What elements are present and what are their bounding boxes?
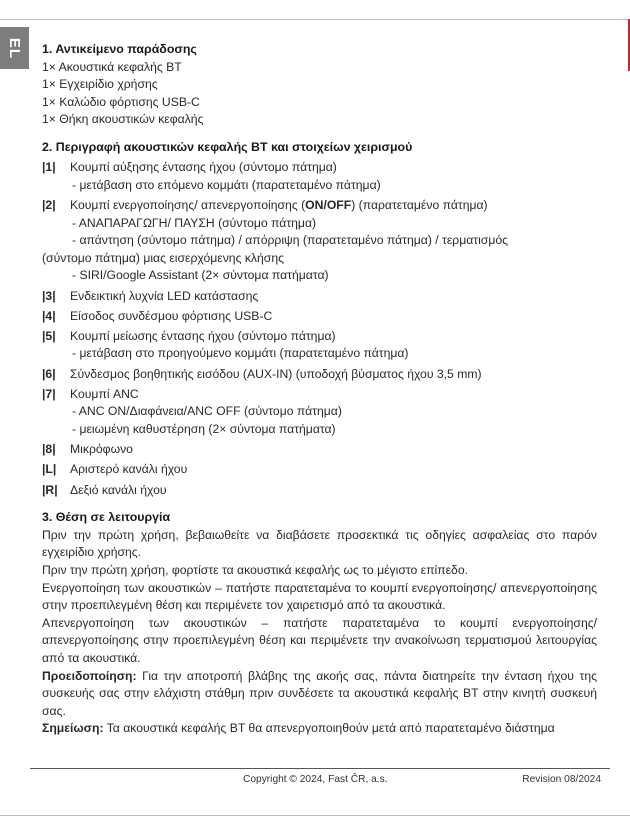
part-description: Μικρόφωνο [70,442,133,457]
part-description: Κουμπί μείωσης έντασης ήχου (σύντομο πάτημα) [70,328,336,343]
part-item-4 [42,308,597,326]
part-number: |L| [42,462,57,477]
part-number: |7| [42,386,56,401]
language-tab [0,27,29,69]
part-subitem: - μειωμένη καθυστέρηση (2× σύντομα πατήματα) [72,422,336,437]
document-body [42,41,597,738]
part-description: Αριστερό κανάλι ήχου [70,462,188,477]
note-text: Τα ακουστικά κεφαλής BT θα απενεργοποιηθούν μετά από παρατεταμένο διάστημα [103,721,555,736]
section-3-title: 3. Θέση σε λειτουργία [42,510,171,525]
page-bottom-rule [0,815,630,816]
part-number: |6| [42,366,56,381]
top-rule [0,19,630,20]
on-off-label: ON/OFF [305,197,352,212]
revision-text: Revision 08/2024 [522,774,601,785]
part-subitem: - ANC ON/Διαφάνεια/ANC OFF (σύντομο πάτημα) [72,404,342,419]
section-1-title: 1. Αντικείμενο παράδοσης [42,42,197,56]
part-number: |R| [42,482,58,497]
footer-rule [30,768,610,769]
part-number: |3| [42,288,56,303]
part-subitem: - απάντηση (σύντομο πάτημα) / απόρριψη (παρατεταμένο πάτημα) / τερματισμός [72,233,508,248]
warning-paragraph [42,668,597,721]
copyright-text: Copyright © 2024, Fast ČR, a.s. [243,774,388,785]
part-subitem: - SIRI/Google Assistant (2× σύντομα πατήματα) [72,268,329,283]
part-subitem-continuation: (σύντομο πάτημα) μιας εισερχόμενης κλήσης [42,250,284,265]
paragraph: Ενεργοποίηση των ακουστικών – πατήστε παρατεταμένα το κουμπί ενεργοποίησης/ απενεργοποίησης στην προεπιλεγμένη θέση και περιμένετε τον χαιρετισμό από τα ακουστικά. [42,580,597,613]
part-description: Σύνδεσμος βοηθητικής εισόδου (AUX-IN) (υποδοχή βύσματος ήχου 3,5 mm) [70,366,482,381]
part-subitem: - ΑΝΑΠΑΡΑΓΩΓΗ/ ΠΑΥΣΗ (σύντομο πάτημα) [72,215,317,230]
language-code: EL [5,37,23,59]
part-number: |1| [42,160,56,175]
part-subitem: - μετάβαση στο προηγούμενο κομμάτι (παρατεταμένο πάτημα) [72,346,409,361]
list-item: 1× Ακουστικά κεφαλής BT [42,59,182,74]
part-item-7 [42,386,597,404]
part-number: |8| [42,442,56,457]
list-item: 1× Θήκη ακουστικών κεφαλής [42,112,204,127]
part-item-r [42,482,597,500]
warning-label: Προειδοποίηση: [42,668,137,683]
warning-text: Για την αποτροπή βλάβης της ακοής σας, πάντα διατηρείτε την ένταση ήχου της συσκευής σας στην ελάχιστη στάθμη πριν συνδέσετε τα ακουστικά κεφαλής BT στην κινητή συσκευή σας. [42,668,597,718]
part-number: |2| [42,197,56,212]
part-item-1 [42,159,597,177]
note-label: Σημείωση: [42,721,104,736]
part-item-6 [42,366,597,384]
part-description: Δεξιό κανάλι ήχου [70,482,167,497]
list-item: 1× Εγχειρίδιο χρήσης [42,77,158,92]
paragraph: Απενεργοποίηση των ακουστικών – πατήστε παρατεταμένα το κουμπί ενεργοποίησης/ απενεργοποίησης στην προεπιλεγμένη θέση και περιμένετε την ανακοίνωση τερματισμού λειτουργίας από τα ακουστικά. [42,615,597,665]
part-description: Κουμπί ANC [70,386,139,401]
part-item-l [42,461,597,479]
part-description: Ενδεικτική λυχνία LED κατάστασης [70,288,259,303]
part-item-3 [42,288,597,306]
part-number: |5| [42,328,56,343]
part-item-5 [42,328,597,346]
paragraph: Πριν την πρώτη χρήση, φορτίστε τα ακουστικά κεφαλής ως το μέγιστο επίπεδο. [42,562,468,577]
part-description: Είσοδος συνδέσμου φόρτισης USB-C [70,308,273,323]
note-paragraph [42,720,597,738]
part-number: |4| [42,308,56,323]
part-item-2 [42,197,597,215]
paragraph: Πριν την πρώτη χρήση, βεβαιωθείτε να διαβάσετε προσεκτικά τις οδηγίες ασφαλείας στο παρόν εγχειρίδιο χρήσης. [42,527,597,560]
part-description: Κουμπί αύξησης έντασης ήχου (σύντομο πάτημα) [70,160,337,175]
part-subitem: - μετάβαση στο επόμενο κομμάτι (παρατεταμένο πάτημα) [72,177,381,192]
part-description-end: ) (παρατεταμένο πάτημα) [351,197,488,212]
section-2-title: 2. Περιγραφή ακουστικών κεφαλής BT και στοιχείων χειρισμού [42,139,413,154]
part-item-8 [42,441,597,459]
list-item: 1× Καλώδιο φόρτισης USB-C [42,94,200,109]
part-description: Κουμπί ενεργοποίησης/ απενεργοποίησης ( [70,197,306,212]
